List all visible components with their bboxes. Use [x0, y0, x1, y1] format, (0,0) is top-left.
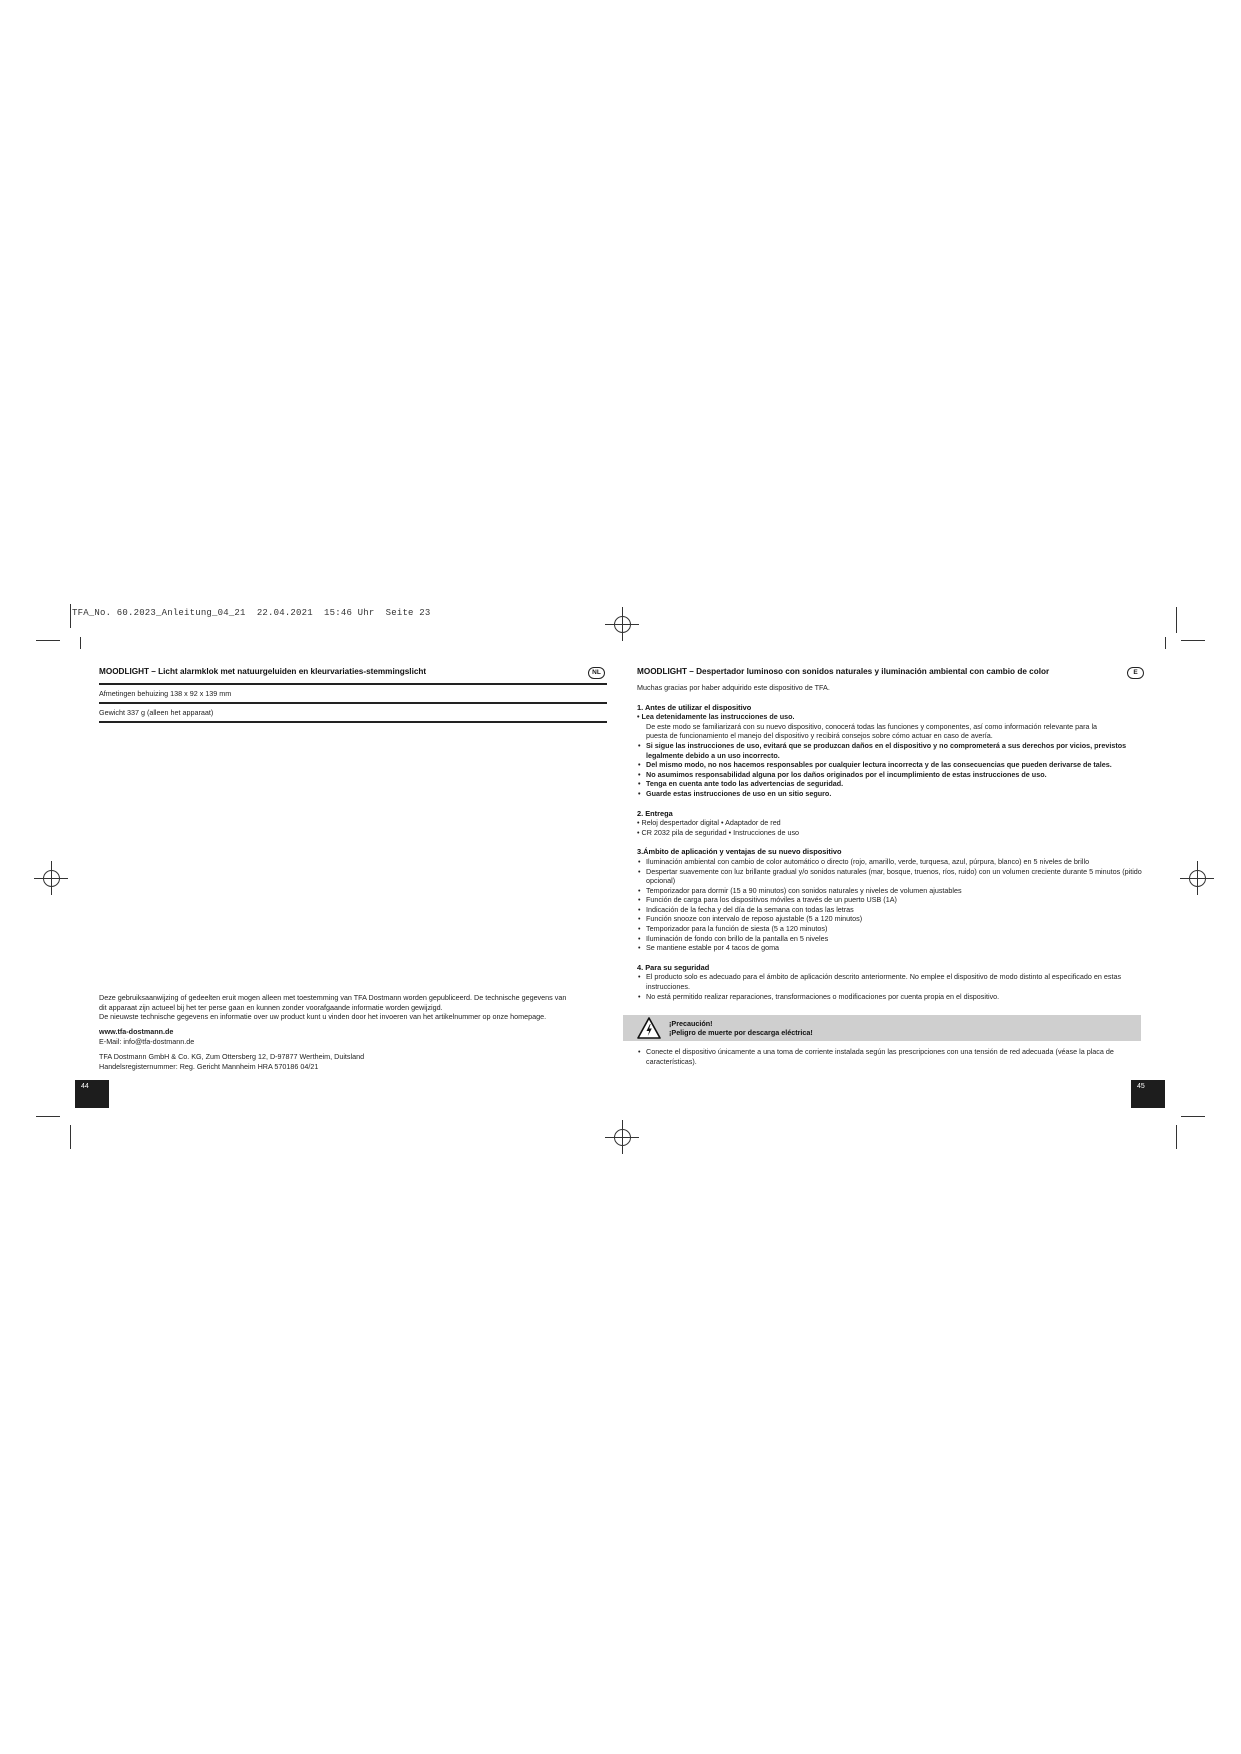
list-item: • Despertar suavemente con luz brillante gradual y/o sonidos naturales (mar, bosque, truenos, ríos, ruido) con un volumen creciente durante 5 minutos (pitido opcional): [637, 867, 1147, 886]
website-link[interactable]: www.tfa-dostmann.de: [99, 1027, 174, 1036]
crop-mark: [1181, 640, 1205, 641]
section-heading: 4. Para su seguridad: [637, 962, 710, 972]
crop-mark: [70, 1125, 71, 1149]
list-item: • Se mantiene estable por 4 tacos de goma: [637, 943, 1147, 953]
section1-lead-text: puesta de funcionamiento el manejo del dispositivo y recibirá consejos sobre cómo actuar en caso de avería.: [646, 731, 993, 741]
section3-list: [637, 857, 1147, 953]
page-number-right: [1131, 1080, 1165, 1108]
crop-mark: [80, 637, 81, 649]
warning-title: ¡Precaución!: [669, 1019, 713, 1028]
page-number-left: [75, 1080, 109, 1108]
registration-mark-right: [1180, 861, 1214, 895]
crop-mark: [1176, 607, 1177, 633]
delivery-line: • CR 2032 pila de seguridad • Instrucciones de uso: [637, 827, 800, 837]
list-item: • No asumimos responsabilidad alguna por los daños originados por el incumplimiento de estas instrucciones de uso.: [637, 770, 1147, 780]
spec-rule: [99, 683, 607, 685]
list-item: • Indicación de la fecha y del día de la semana con todas las letras: [637, 905, 1147, 915]
list-item: • El producto solo es adecuado para el ámbito de aplicación descrito anteriormente. No emplee el dispositivo de modo distinto al especificado en estas instrucciones.: [637, 972, 1147, 991]
lang-badge-e: E: [1127, 667, 1144, 679]
section1-lead-text: De este modo se familiarizará con su nuevo dispositivo, conocerá todas las funciones y componentes, así como información relevante para la: [646, 721, 1098, 731]
list-item: • Iluminación de fondo con brillo de la pantalla en 5 niveles: [637, 934, 1147, 944]
registration-mark-left: [34, 861, 68, 895]
company-address: TFA Dostmann GmbH & Co. KG, Zum Ottersberg 12, D-97877 Wertheim, Duitsland: [99, 1052, 365, 1061]
delivery-line: • Reloj despertador digital • Adaptador de red: [637, 818, 781, 828]
right-content: [637, 683, 1147, 1001]
lang-badge-nl: NL: [588, 667, 605, 679]
section-heading: 3.Ámbito de aplicación y ventajas de su nuevo dispositivo: [637, 847, 842, 857]
crop-mark: [1181, 1116, 1205, 1117]
final-note: [637, 1047, 1147, 1066]
section1-list: [637, 741, 1147, 799]
page-number-text: 45: [1137, 1083, 1145, 1090]
registration-mark-bottom: [605, 1120, 639, 1154]
email-link[interactable]: E-Mail: info@tfa-dostmann.de: [99, 1037, 195, 1046]
list-item: • Guarde estas instrucciones de uso en un sitio seguro.: [637, 789, 1147, 799]
list-item: • No está permitido realizar reparaciones, transformaciones o modificaciones por cuenta propia en el dispositivo.: [637, 992, 1147, 1002]
list-item: • Tenga en cuenta ante todo las advertencias de seguridad.: [637, 779, 1147, 789]
crop-mark: [36, 1116, 60, 1117]
list-item: • Iluminación ambiental con cambio de color automático o directo (rojo, amarillo, verde, turquesa, azul, púrpura, blanco) en 5 niveles de brillo: [637, 857, 1147, 867]
list-item: • Función snooze con intervalo de reposo ajustable (5 a 120 minutos): [637, 914, 1147, 924]
list-item: • Si sigue las instrucciones de uso, evitará que se produzcan daños en el dispositivo y no comprometerá a sus derechos por vicios, previstos legalmente debido a un uso incorrecto.: [637, 741, 1147, 760]
left-page-title: MOODLIGHT – Licht alarmklok met natuurgeluiden en kleurvariaties-stemmingslicht: [99, 667, 427, 676]
registration-mark-top: [605, 607, 639, 641]
register-number: Handelsregisternummer: Reg. Gericht Mannheim HRA 570186 04/21: [99, 1062, 319, 1071]
section-heading: 1. Antes de utilizar el dispositivo: [637, 702, 752, 712]
list-item: • Conecte el dispositivo únicamente a una toma de corriente instalada según las prescripciones con una tensión de red adecuada (véase la placa de características).: [637, 1047, 1147, 1066]
crop-mark: [1165, 637, 1166, 649]
intro-text: Muchas gracias por haber adquirido este dispositivo de TFA.: [637, 683, 830, 692]
list-item: • Del mismo modo, no nos hacemos responsables por cualquier lectura incorrecta y de las consecuencias que pueden derivarse de tales.: [637, 760, 1147, 770]
print-header: TFA_No. 60.2023_Anleitung_04_21 22.04.2021 15:46 Uhr Seite 23: [72, 608, 431, 618]
list-item: • Temporizador para la función de siesta (5 a 120 minutos): [637, 924, 1147, 934]
crop-mark: [36, 640, 60, 641]
warning-box: [623, 1015, 1141, 1041]
footer-line: De nieuwste technische gegevens en informatie over uw product kunt u vinden door het invoeren van het artikelnummer op onze homepage.: [99, 1012, 547, 1022]
section4-list: [637, 972, 1147, 1001]
crop-mark: [1176, 1125, 1177, 1149]
page-number-text: 44: [81, 1083, 89, 1090]
warning-subtitle: ¡Peligro de muerte por descarga eléctrica!: [669, 1027, 813, 1037]
section1-lead: • Lea detenidamente las instrucciones de uso.: [637, 712, 795, 722]
spec-dimensions: Afmetingen behuizing 138 x 92 x 139 mm: [99, 689, 232, 698]
footer-line: dit apparaat zijn actueel bij het ter perse gaan en kunnen zonder voorafgaande informatie worden gewijzigd.: [99, 1002, 443, 1012]
section-heading: 2. Entrega: [637, 808, 673, 818]
warning-text: [669, 1020, 813, 1037]
right-page-title: MOODLIGHT – Despertador luminoso con sonidos naturales y iluminación ambiental con cambio de color: [637, 667, 1050, 676]
spec-rule: [99, 702, 607, 704]
footer-line: Deze gebruiksaanwijzing of gedeelten eruit mogen alleen met toestemming van TFA Dostmann worden gepubliceerd. De technische gegevens van: [99, 993, 567, 1002]
warning-triangle-icon: [637, 1017, 661, 1039]
list-item: • Función de carga para los dispositivos móviles a través de un puerto USB (1A): [637, 895, 1147, 905]
list-item: • Temporizador para dormir (15 a 90 minutos) con sonidos naturales y niveles de volumen ajustables: [637, 886, 1147, 896]
spec-rule: [99, 721, 607, 723]
crop-mark: [70, 604, 71, 628]
left-footer-paragraph: [99, 993, 619, 1022]
spec-weight: Gewicht 337 g (alleen het apparaat): [99, 708, 214, 717]
